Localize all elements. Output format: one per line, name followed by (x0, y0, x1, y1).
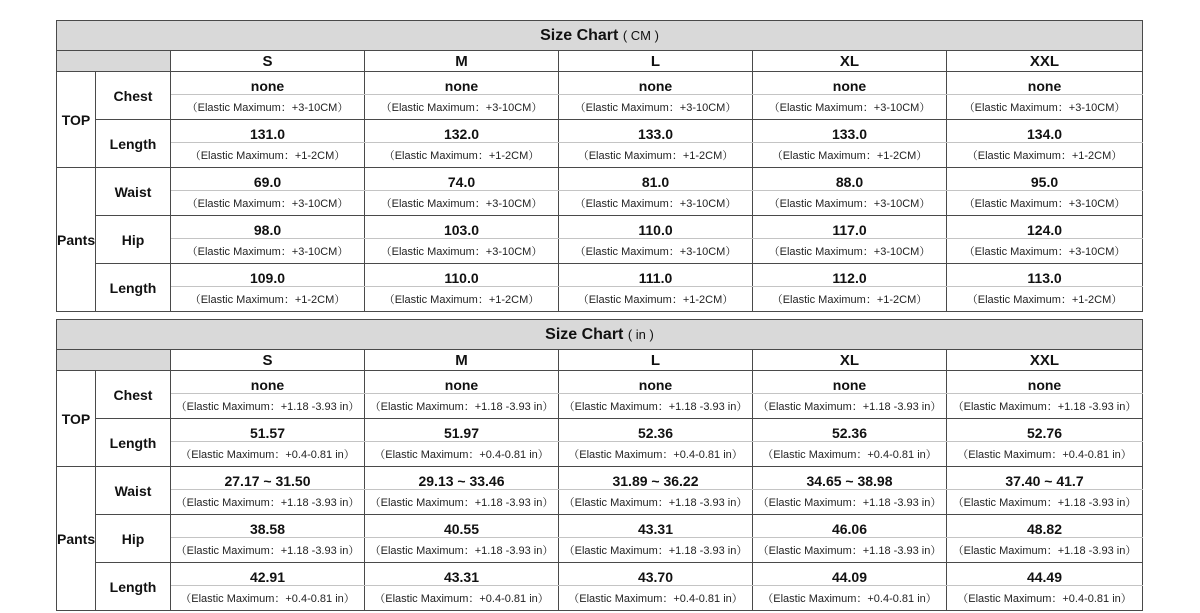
inch-elastic-note: （Elastic Maximum：+1.18 -3.93 in） (947, 490, 1143, 515)
inch-table-row (57, 419, 1143, 442)
cm-elastic-note: （Elastic Maximum：+3-10CM） (753, 239, 947, 264)
cm-elastic-note: （Elastic Maximum：+1-2CM） (365, 143, 559, 168)
inch-value-cell: 34.65 ~ 38.98 (753, 467, 947, 490)
inch-value-cell: 51.97 (365, 419, 559, 442)
inch-value-cell: 29.13 ~ 33.46 (365, 467, 559, 490)
inch-value-cell: none (947, 371, 1143, 394)
cm-value-cell: 132.0 (365, 120, 559, 143)
cm-elastic-note: （Elastic Maximum：+1-2CM） (753, 143, 947, 168)
cm-elastic-note: （Elastic Maximum：+1-2CM） (171, 287, 365, 312)
cm-elastic-note: （Elastic Maximum：+1-2CM） (753, 287, 947, 312)
inch-elastic-note: （Elastic Maximum：+1.18 -3.93 in） (753, 394, 947, 419)
cm-group-label: TOP (57, 72, 96, 168)
inch-elastic-note: （Elastic Maximum：+1.18 -3.93 in） (365, 538, 559, 563)
inch-elastic-note: （Elastic Maximum：+0.4-0.81 in） (171, 586, 365, 611)
size-chart-cm (56, 20, 1142, 312)
cm-metric-label: Hip (96, 216, 171, 264)
cm-value-cell: 109.0 (171, 264, 365, 287)
cm-metric-label: Chest (96, 72, 171, 120)
inch-metric-label: Hip (96, 515, 171, 563)
cm-value-cell: 98.0 (171, 216, 365, 239)
inch-value-cell: 43.70 (559, 563, 753, 586)
cm-size-header: XXL (947, 51, 1143, 72)
inch-elastic-note: （Elastic Maximum：+1.18 -3.93 in） (365, 490, 559, 515)
cm-elastic-note: （Elastic Maximum：+3-10CM） (559, 191, 753, 216)
inch-value-cell: 44.49 (947, 563, 1143, 586)
inch-metric-label: Length (96, 563, 171, 611)
inch-note-row (57, 490, 1143, 515)
inch-elastic-note: （Elastic Maximum：+1.18 -3.93 in） (365, 394, 559, 419)
cm-value-cell: 74.0 (365, 168, 559, 191)
inch-elastic-note: （Elastic Maximum：+0.4-0.81 in） (559, 586, 753, 611)
inch-elastic-note: （Elastic Maximum：+0.4-0.81 in） (559, 442, 753, 467)
cm-elastic-note: （Elastic Maximum：+1-2CM） (171, 143, 365, 168)
cm-elastic-note: （Elastic Maximum：+3-10CM） (171, 95, 365, 120)
inch-value-cell: none (753, 371, 947, 394)
cm-table (56, 20, 1143, 312)
cm-elastic-note: （Elastic Maximum：+3-10CM） (365, 191, 559, 216)
cm-note-row (57, 239, 1143, 264)
inch-note-row (57, 442, 1143, 467)
inch-unit: ( in ) (627, 326, 654, 342)
cm-table-row (57, 216, 1143, 239)
inch-value-cell: 43.31 (365, 563, 559, 586)
inch-value-cell: 52.76 (947, 419, 1143, 442)
inch-value-cell: 40.55 (365, 515, 559, 538)
inch-elastic-note: （Elastic Maximum：+1.18 -3.93 in） (753, 490, 947, 515)
inch-value-cell: 42.91 (171, 563, 365, 586)
cm-value-cell: none (947, 72, 1143, 95)
inch-size-header: S (171, 350, 365, 371)
cm-elastic-note: （Elastic Maximum：+3-10CM） (947, 239, 1143, 264)
cm-elastic-note: （Elastic Maximum：+3-10CM） (365, 95, 559, 120)
cm-size-header: S (171, 51, 365, 72)
inch-value-cell: 52.36 (753, 419, 947, 442)
inch-note-row (57, 394, 1143, 419)
cm-elastic-note: （Elastic Maximum：+3-10CM） (559, 95, 753, 120)
inch-elastic-note: （Elastic Maximum：+1.18 -3.93 in） (559, 490, 753, 515)
inch-value-cell: none (171, 371, 365, 394)
cm-size-header: L (559, 51, 753, 72)
cm-value-cell: 88.0 (753, 168, 947, 191)
inch-size-header: M (365, 350, 559, 371)
cm-value-cell: 113.0 (947, 264, 1143, 287)
cm-elastic-note: （Elastic Maximum：+1-2CM） (559, 143, 753, 168)
cm-value-cell: 133.0 (559, 120, 753, 143)
cm-elastic-note: （Elastic Maximum：+1-2CM） (365, 287, 559, 312)
cm-value-cell: 117.0 (753, 216, 947, 239)
inch-elastic-note: （Elastic Maximum：+1.18 -3.93 in） (559, 538, 753, 563)
inch-table-row (57, 371, 1143, 394)
inch-table-row (57, 563, 1143, 586)
inch-metric-label: Length (96, 419, 171, 467)
cm-size-header: M (365, 51, 559, 72)
cm-value-cell: 103.0 (365, 216, 559, 239)
cm-metric-label: Length (96, 120, 171, 168)
cm-elastic-note: （Elastic Maximum：+3-10CM） (753, 191, 947, 216)
cm-value-cell: 110.0 (559, 216, 753, 239)
cm-table-row (57, 168, 1143, 191)
inch-title: Size Chart (545, 325, 624, 343)
inch-value-cell: 38.58 (171, 515, 365, 538)
inch-table-row (57, 467, 1143, 490)
inch-note-row (57, 538, 1143, 563)
inch-elastic-note: （Elastic Maximum：+1.18 -3.93 in） (947, 394, 1143, 419)
cm-metric-label: Length (96, 264, 171, 312)
cm-value-cell: 112.0 (753, 264, 947, 287)
cm-table-row (57, 72, 1143, 95)
cm-elastic-note: （Elastic Maximum：+3-10CM） (171, 191, 365, 216)
cm-elastic-note: （Elastic Maximum：+3-10CM） (365, 239, 559, 264)
inch-value-cell: 43.31 (559, 515, 753, 538)
inch-elastic-note: （Elastic Maximum：+1.18 -3.93 in） (947, 538, 1143, 563)
inch-value-cell: 44.09 (753, 563, 947, 586)
cm-corner-cell (57, 51, 171, 72)
inch-metric-label: Waist (96, 467, 171, 515)
cm-size-header: XL (753, 51, 947, 72)
inch-group-label: Pants (57, 467, 96, 611)
cm-elastic-note: （Elastic Maximum：+3-10CM） (559, 239, 753, 264)
cm-note-row (57, 287, 1143, 312)
inch-value-cell: 27.17 ~ 31.50 (171, 467, 365, 490)
inch-elastic-note: （Elastic Maximum：+1.18 -3.93 in） (753, 538, 947, 563)
cm-title-cell (57, 21, 1143, 51)
inch-elastic-note: （Elastic Maximum：+0.4-0.81 in） (753, 442, 947, 467)
cm-elastic-note: （Elastic Maximum：+3-10CM） (947, 95, 1143, 120)
cm-table-row (57, 120, 1143, 143)
cm-elastic-note: （Elastic Maximum：+1-2CM） (947, 287, 1143, 312)
inch-metric-label: Chest (96, 371, 171, 419)
cm-metric-label: Waist (96, 168, 171, 216)
inch-value-cell: 31.89 ~ 36.22 (559, 467, 753, 490)
cm-value-cell: 69.0 (171, 168, 365, 191)
cm-note-row (57, 191, 1143, 216)
cm-elastic-note: （Elastic Maximum：+3-10CM） (947, 191, 1143, 216)
inch-value-cell: none (365, 371, 559, 394)
inch-value-cell: 37.40 ~ 41.7 (947, 467, 1143, 490)
inch-elastic-note: （Elastic Maximum：+0.4-0.81 in） (947, 586, 1143, 611)
cm-value-cell: none (753, 72, 947, 95)
cm-value-cell: none (171, 72, 365, 95)
inch-value-cell: 52.36 (559, 419, 753, 442)
cm-value-cell: 110.0 (365, 264, 559, 287)
inch-size-header: XXL (947, 350, 1143, 371)
cm-table-row (57, 264, 1143, 287)
inch-elastic-note: （Elastic Maximum：+0.4-0.81 in） (171, 442, 365, 467)
inch-elastic-note: （Elastic Maximum：+1.18 -3.93 in） (171, 394, 365, 419)
inch-value-cell: 46.06 (753, 515, 947, 538)
inch-elastic-note: （Elastic Maximum：+1.18 -3.93 in） (171, 538, 365, 563)
cm-note-row (57, 95, 1143, 120)
cm-value-cell: 134.0 (947, 120, 1143, 143)
cm-value-cell: 133.0 (753, 120, 947, 143)
inch-value-cell: none (559, 371, 753, 394)
cm-value-cell: none (559, 72, 753, 95)
inch-note-row (57, 586, 1143, 611)
inch-corner-cell (57, 350, 171, 371)
cm-elastic-note: （Elastic Maximum：+1-2CM） (559, 287, 753, 312)
inch-size-header: L (559, 350, 753, 371)
inch-elastic-note: （Elastic Maximum：+1.18 -3.93 in） (171, 490, 365, 515)
inch-value-cell: 48.82 (947, 515, 1143, 538)
inch-elastic-note: （Elastic Maximum：+0.4-0.81 in） (753, 586, 947, 611)
inch-elastic-note: （Elastic Maximum：+0.4-0.81 in） (947, 442, 1143, 467)
cm-value-cell: 95.0 (947, 168, 1143, 191)
inch-table (56, 319, 1143, 611)
cm-value-cell: none (365, 72, 559, 95)
cm-value-cell: 81.0 (559, 168, 753, 191)
cm-elastic-note: （Elastic Maximum：+3-10CM） (171, 239, 365, 264)
cm-value-cell: 131.0 (171, 120, 365, 143)
cm-elastic-note: （Elastic Maximum：+3-10CM） (753, 95, 947, 120)
inch-table-row (57, 515, 1143, 538)
inch-value-cell: 51.57 (171, 419, 365, 442)
inch-elastic-note: （Elastic Maximum：+1.18 -3.93 in） (559, 394, 753, 419)
inch-group-label: TOP (57, 371, 96, 467)
size-chart-inch (56, 319, 1142, 611)
cm-elastic-note: （Elastic Maximum：+1-2CM） (947, 143, 1143, 168)
inch-title-cell (57, 320, 1143, 350)
cm-unit: ( CM ) (622, 27, 659, 43)
cm-value-cell: 111.0 (559, 264, 753, 287)
inch-size-header: XL (753, 350, 947, 371)
cm-title: Size Chart (540, 26, 619, 44)
cm-note-row (57, 143, 1143, 168)
inch-elastic-note: （Elastic Maximum：+0.4-0.81 in） (365, 586, 559, 611)
cm-group-label: Pants (57, 168, 96, 312)
inch-elastic-note: （Elastic Maximum：+0.4-0.81 in） (365, 442, 559, 467)
cm-value-cell: 124.0 (947, 216, 1143, 239)
